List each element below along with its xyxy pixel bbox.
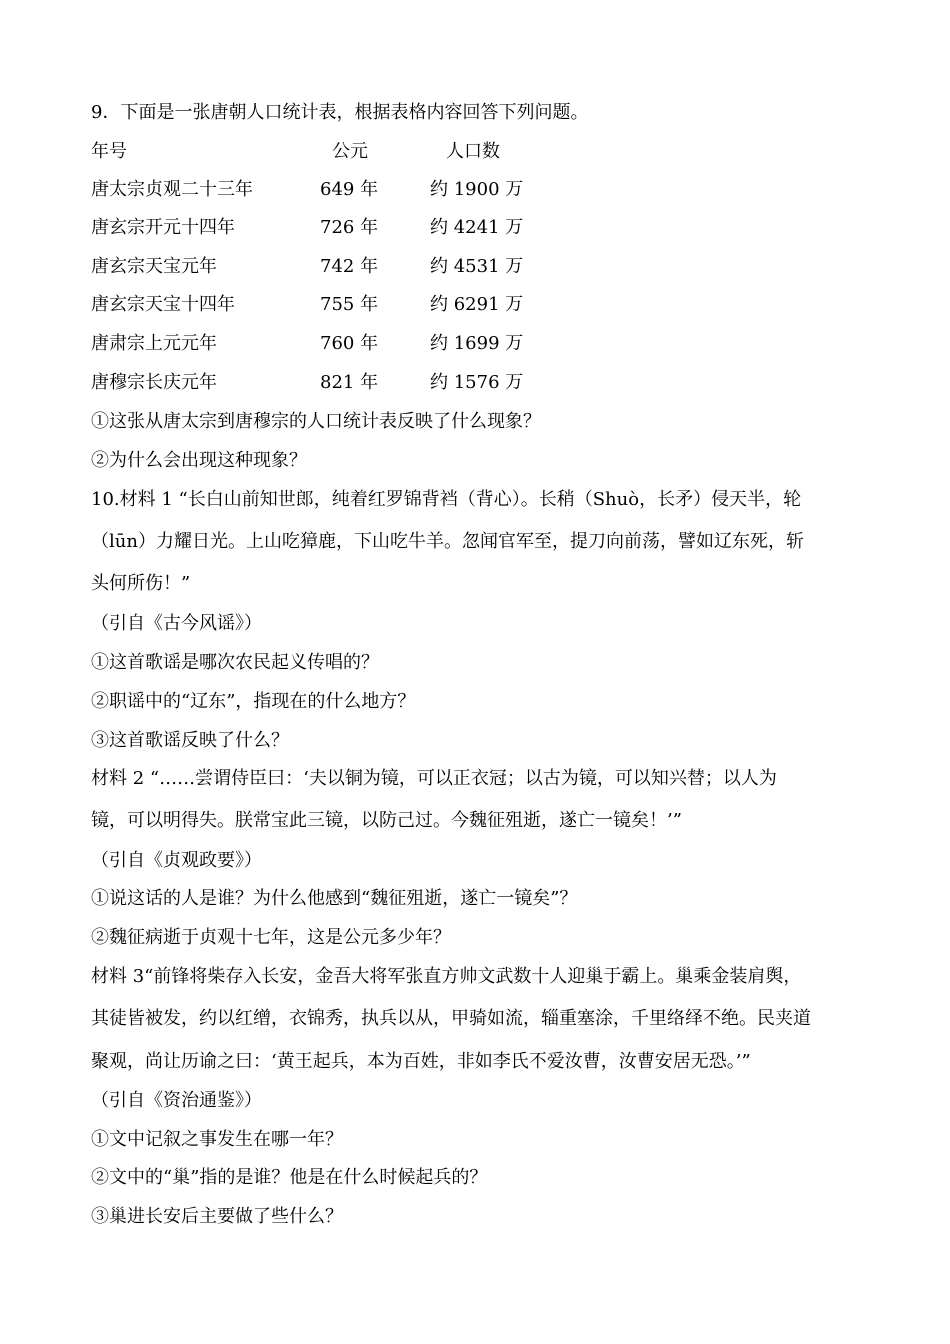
q10-material-2-line: 镜，可以明得失。朕常宝此三镜，以防己过。今魏征殂逝，遂亡一镜矣！’” xyxy=(91,810,682,831)
material-3-question: ①文中记叙之事发生在哪一年？ xyxy=(91,1129,343,1150)
q9-intro: 9．下面是一张唐朝人口统计表，根据表格内容回答下列问题。 xyxy=(91,102,589,123)
material-2-question: ②魏征病逝于贞观十七年，这是公元多少年？ xyxy=(91,927,451,948)
material-3-source: （引自《资治通鉴》） xyxy=(91,1090,262,1111)
material-1-question: ③这首歌谣反映了什么？ xyxy=(91,730,289,751)
material-1-question: ②职谣中的“辽东”，指现在的什么地方？ xyxy=(91,691,416,712)
cell-population: 约 1699 万 xyxy=(430,333,524,354)
material-2-question: ①说这话的人是谁？为什么他感到“魏征殂逝，遂亡一镜矣”？ xyxy=(91,888,578,909)
cell-era: 唐肃宗上元元年 xyxy=(91,333,217,354)
cell-era: 唐穆宗长庆元年 xyxy=(91,372,217,393)
cell-year: 742 年 xyxy=(320,256,379,277)
cell-year: 726 年 xyxy=(320,217,379,238)
material-3-question: ③巢进长安后主要做了些什么？ xyxy=(91,1206,343,1227)
header-year-ad: 公元 xyxy=(332,141,368,162)
material-3-question: ②文中的“巢”指的是谁？他是在什么时候起兵的？ xyxy=(91,1167,488,1188)
q10-material-1-line: 头何所伤！” xyxy=(91,573,191,594)
cell-era: 唐太宗贞观二十三年 xyxy=(91,179,253,200)
q10-material-2-line: 材料 2 “……尝谓侍臣曰：‘夫以铜为镜，可以正衣冠；以古为镜，可以知兴替；以人为 xyxy=(91,768,777,789)
q9-question-2: ②为什么会出现这种现象？ xyxy=(91,450,307,471)
q10-material-3-line: 其徒皆被发，约以红缯，衣锦秀，执兵以从，甲骑如流，辎重塞涂，千里络绎不绝。民夹道 xyxy=(91,1008,811,1029)
material-1-source: （引自《古今风谣》） xyxy=(91,613,262,634)
header-population: 人口数 xyxy=(446,141,500,162)
q10-material-3-line: 材料 3“前锋将柴存入长安，金吾大将军张直方帅文武数十人迎巢于霸上。巢乘金装肩舆， xyxy=(91,966,802,987)
cell-population: 约 4241 万 xyxy=(430,217,524,238)
cell-era: 唐玄宗天宝元年 xyxy=(91,256,217,277)
material-1-question: ①这首歌谣是哪次农民起义传唱的？ xyxy=(91,652,379,673)
cell-population: 约 4531 万 xyxy=(430,256,524,277)
q10-material-1-line: （lūn）力耀日光。上山吃獐鹿，下山吃牛羊。忽闻官军至，提刀向前荡，譬如辽东死，斩 xyxy=(91,531,804,552)
cell-population: 约 6291 万 xyxy=(430,294,524,315)
cell-era: 唐玄宗开元十四年 xyxy=(91,217,235,238)
cell-year: 649 年 xyxy=(320,179,379,200)
material-2-source: （引自《贞观政要》） xyxy=(91,850,262,871)
cell-year: 755 年 xyxy=(320,294,379,315)
cell-era: 唐玄宗天宝十四年 xyxy=(91,294,235,315)
q10-material-3-line: 聚观，尚让历谕之曰：‘黄王起兵，本为百姓，非如李氏不爱汝曹，汝曹安居无恐。’” xyxy=(91,1051,751,1072)
q9-question-1: ①这张从唐太宗到唐穆宗的人口统计表反映了什么现象？ xyxy=(91,411,541,432)
cell-year: 760 年 xyxy=(320,333,379,354)
header-era-name: 年号 xyxy=(91,141,127,162)
q10-material-1-line: 10.材料 1 “长白山前知世郎，纯着红罗锦背裆（背心）。长稍（Shuò，长矛）侵天半，轮 xyxy=(91,489,802,510)
cell-population: 约 1576 万 xyxy=(430,372,524,393)
cell-population: 约 1900 万 xyxy=(430,179,524,200)
cell-year: 821 年 xyxy=(320,372,379,393)
